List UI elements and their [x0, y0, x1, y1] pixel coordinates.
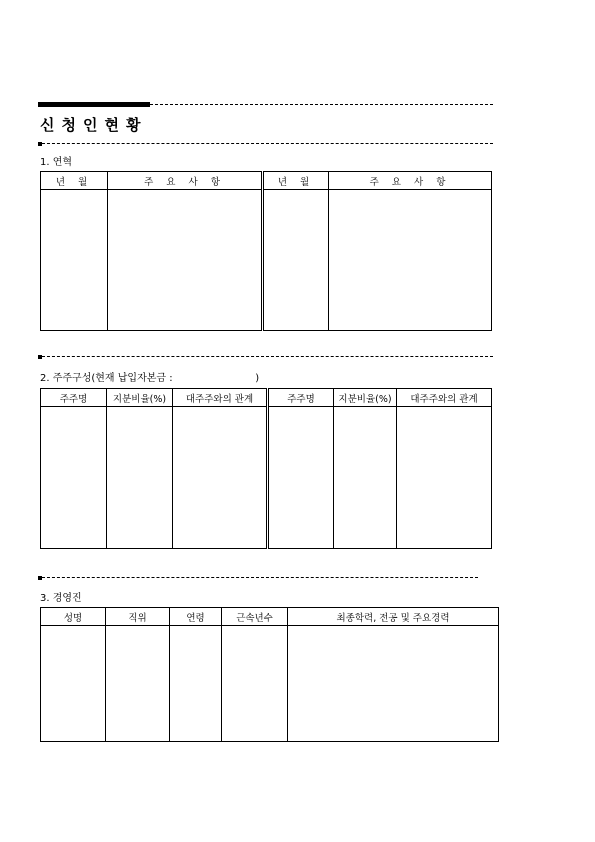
- table-cell[interactable]: [108, 190, 263, 331]
- table-row: [41, 407, 492, 549]
- section-divider: [38, 576, 478, 580]
- column-header: 지분비율(%): [107, 389, 173, 407]
- column-header: 년 월: [263, 172, 329, 190]
- table-cell[interactable]: [397, 407, 492, 549]
- column-header: 근속년수: [222, 608, 288, 626]
- table-row: [41, 190, 492, 331]
- table-cell[interactable]: [329, 190, 492, 331]
- table-row: [41, 626, 499, 742]
- table-header-row: [41, 389, 492, 407]
- table-header-row: [41, 172, 492, 190]
- table-header-row: [41, 608, 499, 626]
- column-header: 대주주와의 관계: [173, 389, 268, 407]
- shareholders-table: [40, 388, 492, 549]
- table-cell[interactable]: [268, 407, 334, 549]
- management-table: [40, 607, 499, 742]
- table-cell[interactable]: [41, 626, 106, 742]
- column-header: 최종학력, 전공 및 주요경력: [288, 608, 499, 626]
- history-section-label: 1. 연혁: [40, 157, 73, 168]
- table-cell[interactable]: [334, 407, 397, 549]
- column-header: 대주주와의 관계: [397, 389, 492, 407]
- management-section-label: 3. 경영진: [40, 593, 82, 604]
- column-header: 직위: [106, 608, 170, 626]
- title-rule-dashed: [150, 104, 493, 105]
- section-divider: [38, 355, 493, 359]
- history-table: [40, 171, 492, 331]
- table-cell[interactable]: [288, 626, 499, 742]
- table-cell[interactable]: [222, 626, 288, 742]
- column-header: 년 월: [41, 172, 108, 190]
- table-cell[interactable]: [263, 190, 329, 331]
- title-rule-thick: [38, 102, 150, 107]
- table-cell[interactable]: [170, 626, 222, 742]
- column-header: 지분비율(%): [334, 389, 397, 407]
- table-cell[interactable]: [173, 407, 268, 549]
- table-cell[interactable]: [41, 190, 108, 331]
- column-header: 성명: [41, 608, 106, 626]
- column-header: 주주명: [41, 389, 107, 407]
- table-cell[interactable]: [107, 407, 173, 549]
- column-header: 주 요 사 항: [329, 172, 492, 190]
- section-divider: [38, 142, 493, 146]
- shareholders-section-label: 2. 주주구성(현재 납입자본금 : ): [40, 373, 260, 384]
- column-header: 연령: [170, 608, 222, 626]
- table-cell[interactable]: [106, 626, 170, 742]
- page-title: 신청인현황: [40, 116, 148, 134]
- table-cell[interactable]: [41, 407, 107, 549]
- column-header: 주주명: [268, 389, 334, 407]
- column-header: 주 요 사 항: [108, 172, 263, 190]
